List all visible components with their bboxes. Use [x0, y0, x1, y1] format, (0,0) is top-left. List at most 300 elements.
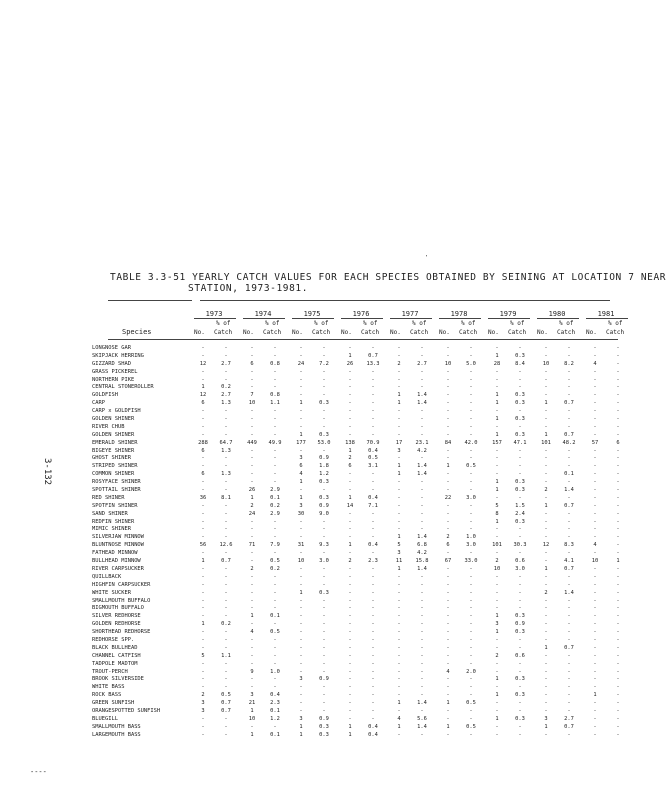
count-cell: - — [544, 368, 548, 375]
pct-cell: 3.0 — [466, 494, 476, 501]
pct-cell: - — [567, 447, 571, 454]
count-cell: 4 — [250, 629, 254, 636]
pct-cell: 12.6 — [219, 542, 233, 549]
pct-cell: - — [322, 487, 326, 494]
pct-cell: - — [616, 652, 620, 659]
header-rule-left — [108, 300, 192, 301]
pct-cell: 1.4 — [417, 400, 427, 407]
count-cell: - — [250, 518, 254, 525]
count-cell: 1 — [593, 692, 597, 699]
pct-cell: 0.7 — [221, 707, 231, 714]
pct-cell: - — [567, 597, 571, 604]
pct-cell: - — [273, 676, 277, 683]
pct-cell: - — [616, 423, 620, 430]
count-cell: - — [299, 550, 303, 557]
count-cell: - — [250, 589, 254, 596]
count-cell: - — [593, 581, 597, 588]
pct-header: % of — [363, 320, 378, 327]
count-cell: - — [201, 510, 205, 517]
count-cell: 1 — [397, 400, 401, 407]
count-cell: - — [495, 597, 499, 604]
count-cell: - — [593, 589, 597, 596]
pct-cell: - — [518, 589, 522, 596]
pct-cell: 0.3 — [515, 518, 525, 525]
no-header: No. — [341, 329, 352, 336]
pct-cell: 0.3 — [319, 731, 329, 738]
species-name: LONGNOSE GAR — [92, 345, 131, 351]
count-cell: - — [544, 605, 548, 612]
pct-cell: - — [224, 416, 228, 423]
count-cell: - — [593, 636, 597, 643]
pct-cell: - — [322, 636, 326, 643]
pct-cell: - — [322, 668, 326, 675]
pct-cell: - — [420, 479, 424, 486]
pct-cell: - — [273, 636, 277, 643]
pct-cell: - — [469, 731, 473, 738]
pct-cell: - — [273, 597, 277, 604]
count-cell: - — [250, 416, 254, 423]
pct-header: % of — [461, 320, 476, 327]
count-cell: - — [544, 629, 548, 636]
count-cell: - — [446, 518, 450, 525]
pct-cell: - — [567, 676, 571, 683]
pct-cell: - — [616, 518, 620, 525]
count-cell: 2 — [250, 502, 254, 509]
pct-cell: - — [273, 644, 277, 651]
no-header: No. — [488, 329, 499, 336]
pct-cell: - — [322, 644, 326, 651]
count-cell: - — [446, 684, 450, 691]
pct-cell: - — [616, 416, 620, 423]
species-name: HIGHFIN CARPSUCKER — [92, 581, 151, 588]
pct-cell: - — [469, 518, 473, 525]
count-cell: - — [495, 605, 499, 612]
pct-cell: - — [420, 526, 424, 533]
count-cell: - — [593, 613, 597, 620]
pct-cell: 4.1 — [564, 558, 574, 565]
count-cell: - — [593, 471, 597, 478]
count-cell: - — [593, 494, 597, 501]
species-name: QUILLBACK — [92, 573, 122, 580]
pct-cell: 0.2 — [221, 621, 231, 628]
count-cell: - — [201, 644, 205, 651]
count-cell: - — [348, 636, 352, 643]
pct-cell: - — [371, 636, 375, 643]
pct-cell: 0.7 — [564, 644, 574, 651]
pct-cell: - — [616, 431, 620, 438]
count-cell: - — [446, 526, 450, 533]
count-cell: - — [397, 676, 401, 683]
count-cell: - — [495, 644, 499, 651]
pct-cell: - — [224, 463, 228, 470]
species-list — [92, 345, 192, 740]
count-cell: - — [250, 479, 254, 486]
pct-cell: 0.5 — [466, 723, 476, 730]
count-cell: - — [593, 423, 597, 430]
count-cell: 2 — [348, 558, 352, 565]
pct-cell: - — [469, 471, 473, 478]
table-row — [192, 574, 618, 582]
count-cell: - — [348, 416, 352, 423]
count-cell: 1 — [495, 479, 499, 486]
count-cell: 1 — [348, 542, 352, 549]
count-cell: - — [348, 510, 352, 517]
count-cell: - — [446, 471, 450, 478]
count-cell: 5 — [397, 542, 401, 549]
species-name: SHORTHEAD REDHORSE — [92, 629, 151, 636]
count-cell: 6 — [201, 400, 205, 407]
year-underline — [439, 318, 481, 319]
table-row — [192, 676, 618, 684]
count-cell: - — [397, 416, 401, 423]
pct-cell: - — [322, 384, 326, 391]
count-cell: 1 — [201, 621, 205, 628]
pct-cell: - — [224, 668, 228, 675]
table-row — [192, 384, 618, 392]
pct-cell: - — [518, 447, 522, 454]
pct-cell: - — [224, 455, 228, 462]
pct-cell: - — [420, 668, 424, 675]
species-name: SPOTFIN SHINER — [92, 502, 138, 509]
count-cell: - — [593, 384, 597, 391]
pct-cell: - — [371, 715, 375, 722]
pct-cell: - — [567, 534, 571, 541]
count-cell: - — [348, 400, 352, 407]
count-cell: - — [348, 392, 352, 399]
pct-cell: - — [518, 368, 522, 375]
pct-cell: - — [224, 408, 228, 415]
count-cell: 1 — [397, 463, 401, 470]
count-cell: - — [544, 392, 548, 399]
pct-cell: - — [518, 636, 522, 643]
count-cell: - — [201, 731, 205, 738]
species-name: BIGEYE SHINER — [92, 447, 135, 454]
pct-cell: 0.6 — [515, 652, 525, 659]
page-number: 3-132 — [42, 458, 52, 486]
pct-cell: - — [616, 534, 620, 541]
table-row — [192, 590, 618, 598]
count-cell: 2 — [544, 589, 548, 596]
count-cell: 22 — [444, 494, 452, 501]
count-cell: 26 — [346, 360, 354, 367]
pct-cell: - — [273, 431, 277, 438]
count-cell: - — [348, 629, 352, 636]
pct-cell: - — [420, 384, 424, 391]
count-cell: - — [544, 455, 548, 462]
count-cell: - — [495, 463, 499, 470]
count-cell: - — [201, 479, 205, 486]
pct-cell: - — [469, 581, 473, 588]
count-cell: - — [495, 636, 499, 643]
pct-cell: 5.6 — [417, 715, 427, 722]
pct-cell: 0.7 — [221, 700, 231, 707]
year-header: 1978 — [450, 310, 468, 318]
pct-cell: - — [469, 715, 473, 722]
pct-cell: - — [420, 660, 424, 667]
count-cell: - — [250, 368, 254, 375]
catch-header: Catch — [410, 329, 429, 336]
pct-cell: - — [273, 463, 277, 470]
species-name: LARGEMOUTH BASS — [92, 731, 141, 738]
count-cell: - — [397, 408, 401, 415]
count-cell: 1 — [495, 613, 499, 620]
pct-cell: 1.4 — [417, 723, 427, 730]
count-cell: - — [250, 526, 254, 533]
pct-cell: - — [420, 494, 424, 501]
count-cell: - — [397, 431, 401, 438]
pct-cell: - — [273, 621, 277, 628]
table-title: TABLE 3.3-51 YEARLY CATCH VALUES FOR EACH SPECIES OBTAINED BY SEINING AT LOCATION 7 NEAR — [110, 272, 666, 283]
count-cell: 10 — [248, 400, 256, 407]
table-row — [192, 645, 618, 653]
count-cell: 28 — [493, 360, 501, 367]
count-cell: - — [201, 684, 205, 691]
pct-cell: - — [567, 423, 571, 430]
table-row — [192, 424, 618, 432]
count-cell: - — [299, 352, 303, 359]
pct-cell: - — [567, 510, 571, 517]
count-cell: 7 — [250, 392, 254, 399]
count-cell: - — [348, 345, 352, 351]
pct-cell: - — [616, 692, 620, 699]
pct-cell: - — [469, 526, 473, 533]
pct-cell: 0.2 — [221, 384, 231, 391]
pct-cell: 1.3 — [221, 447, 231, 454]
pct-cell: - — [224, 723, 228, 730]
count-cell: - — [593, 392, 597, 399]
count-cell: 2 — [446, 534, 450, 541]
pct-cell: - — [469, 408, 473, 415]
count-cell: - — [593, 621, 597, 628]
count-cell: - — [446, 644, 450, 651]
count-cell: 2 — [201, 692, 205, 699]
pct-cell: - — [616, 384, 620, 391]
table-title-continued: STATION, 1973-1981. — [188, 283, 309, 294]
pct-cell: - — [322, 700, 326, 707]
count-cell: 177 — [296, 439, 306, 446]
pct-cell: - — [567, 384, 571, 391]
pct-cell: - — [567, 526, 571, 533]
pct-cell: - — [469, 652, 473, 659]
count-cell: - — [397, 494, 401, 501]
pct-cell: - — [469, 423, 473, 430]
species-name: GHOST SHINER — [92, 455, 131, 462]
pct-cell: - — [616, 479, 620, 486]
count-cell: - — [299, 518, 303, 525]
count-cell: - — [250, 534, 254, 541]
count-cell: - — [446, 400, 450, 407]
pct-cell: - — [273, 652, 277, 659]
species-name: RIVER CARPSUCKER — [92, 565, 144, 572]
pct-cell: 0.1 — [270, 494, 280, 501]
species-name: EMERALD SHINER — [92, 439, 138, 446]
pct-cell: 8.4 — [515, 360, 525, 367]
count-cell: - — [397, 589, 401, 596]
table-row — [192, 692, 618, 700]
pct-cell: - — [371, 668, 375, 675]
pct-cell: - — [567, 652, 571, 659]
pct-cell: - — [224, 684, 228, 691]
count-cell: 1 — [495, 629, 499, 636]
count-cell: - — [495, 589, 499, 596]
count-cell: - — [593, 715, 597, 722]
table-row — [192, 716, 618, 724]
count-cell: 6 — [250, 360, 254, 367]
count-cell: - — [397, 352, 401, 359]
count-cell: - — [544, 518, 548, 525]
pct-cell: 64.7 — [219, 439, 233, 446]
pct-cell: - — [616, 502, 620, 509]
pct-cell: - — [224, 431, 228, 438]
count-cell: - — [495, 700, 499, 707]
pct-cell: - — [420, 636, 424, 643]
species-name: SILVERJAW MINNOW — [92, 534, 144, 541]
count-cell: - — [446, 447, 450, 454]
count-cell: - — [397, 629, 401, 636]
count-cell: - — [593, 550, 597, 557]
count-cell: 2 — [495, 652, 499, 659]
pct-cell: - — [567, 621, 571, 628]
table-row — [192, 582, 618, 590]
pct-cell: - — [371, 510, 375, 517]
count-cell: 1 — [348, 447, 352, 454]
count-cell: - — [397, 668, 401, 675]
count-cell: - — [299, 581, 303, 588]
count-cell: 12 — [542, 542, 550, 549]
count-cell: - — [299, 487, 303, 494]
count-cell: - — [397, 573, 401, 580]
pct-cell: - — [322, 613, 326, 620]
count-cell: - — [397, 455, 401, 462]
species-name: RIVER CHUB — [92, 423, 125, 430]
pct-cell: - — [469, 644, 473, 651]
catch-header: Catch — [312, 329, 331, 336]
count-cell: - — [544, 416, 548, 423]
pct-cell: - — [371, 384, 375, 391]
count-cell: 1 — [299, 723, 303, 730]
count-cell: - — [544, 463, 548, 470]
count-cell: - — [544, 573, 548, 580]
pct-cell: 3.1 — [368, 463, 378, 470]
pct-cell: 8.3 — [564, 542, 574, 549]
pct-cell: - — [322, 447, 326, 454]
count-cell: - — [446, 384, 450, 391]
count-cell: - — [201, 613, 205, 620]
pct-cell: - — [322, 707, 326, 714]
count-cell: - — [348, 518, 352, 525]
table-row — [192, 700, 618, 708]
count-cell: - — [544, 597, 548, 604]
count-cell: - — [593, 526, 597, 533]
species-name: ROCK BASS — [92, 692, 122, 699]
count-cell: - — [348, 668, 352, 675]
pct-cell: 0.5 — [270, 558, 280, 565]
table-row — [192, 566, 618, 574]
pct-cell: - — [469, 447, 473, 454]
count-cell: - — [348, 581, 352, 588]
pct-cell: - — [469, 502, 473, 509]
count-cell: - — [397, 636, 401, 643]
count-cell: - — [446, 613, 450, 620]
pct-cell: - — [616, 581, 620, 588]
count-cell: 1 — [397, 700, 401, 707]
count-cell: - — [397, 731, 401, 738]
pct-cell: - — [371, 431, 375, 438]
pct-cell: - — [616, 526, 620, 533]
table-row — [192, 542, 618, 550]
count-cell: - — [397, 518, 401, 525]
pct-cell: 0.3 — [515, 392, 525, 399]
pct-cell: - — [518, 707, 522, 714]
pct-cell: 1.4 — [417, 534, 427, 541]
pct-cell: 5.0 — [466, 360, 476, 367]
pct-cell: 30.3 — [513, 542, 527, 549]
pct-cell: - — [273, 408, 277, 415]
count-cell: 1 — [495, 431, 499, 438]
count-cell: - — [250, 352, 254, 359]
pct-cell: - — [273, 550, 277, 557]
pct-cell: 0.3 — [515, 352, 525, 359]
pct-cell: 0.3 — [515, 613, 525, 620]
pct-cell: - — [518, 384, 522, 391]
pct-cell: - — [469, 605, 473, 612]
pct-cell: - — [616, 408, 620, 415]
pct-cell: - — [420, 731, 424, 738]
species-name: BROOK SILVERSIDE — [92, 676, 144, 683]
count-cell: - — [250, 384, 254, 391]
count-cell: - — [544, 731, 548, 738]
count-cell: - — [348, 660, 352, 667]
pct-cell: - — [567, 731, 571, 738]
count-cell: - — [446, 550, 450, 557]
count-cell: 57 — [591, 439, 599, 446]
count-cell: - — [544, 408, 548, 415]
count-cell: - — [348, 550, 352, 557]
pct-cell: - — [371, 644, 375, 651]
count-cell: 2 — [495, 558, 499, 565]
pct-cell: - — [224, 629, 228, 636]
pct-cell: - — [273, 534, 277, 541]
pct-cell: - — [371, 676, 375, 683]
count-cell: - — [348, 384, 352, 391]
count-cell: - — [544, 707, 548, 714]
species-name: ORANGESPOTTED SUNFISH — [92, 707, 161, 714]
count-cell: 1 — [544, 400, 548, 407]
pct-cell: - — [322, 629, 326, 636]
pct-cell: - — [273, 479, 277, 486]
pct-cell: 1.1 — [270, 400, 280, 407]
pct-cell: - — [616, 368, 620, 375]
pct-cell: - — [616, 597, 620, 604]
pct-cell: 0.1 — [564, 471, 574, 478]
pct-cell: - — [567, 605, 571, 612]
pct-cell: - — [469, 613, 473, 620]
pct-cell: - — [616, 700, 620, 707]
year-underline — [586, 318, 628, 319]
pct-cell: - — [567, 707, 571, 714]
count-cell: 1 — [495, 715, 499, 722]
pct-cell: - — [518, 526, 522, 533]
count-cell: - — [593, 487, 597, 494]
pct-cell: - — [322, 660, 326, 667]
count-cell: - — [397, 644, 401, 651]
count-cell: 5 — [495, 502, 499, 509]
count-cell: 1 — [495, 692, 499, 699]
pct-cell: - — [371, 416, 375, 423]
count-cell: - — [446, 676, 450, 683]
species-name: SPOTTAIL SHINER — [92, 487, 141, 494]
count-cell: - — [299, 447, 303, 454]
